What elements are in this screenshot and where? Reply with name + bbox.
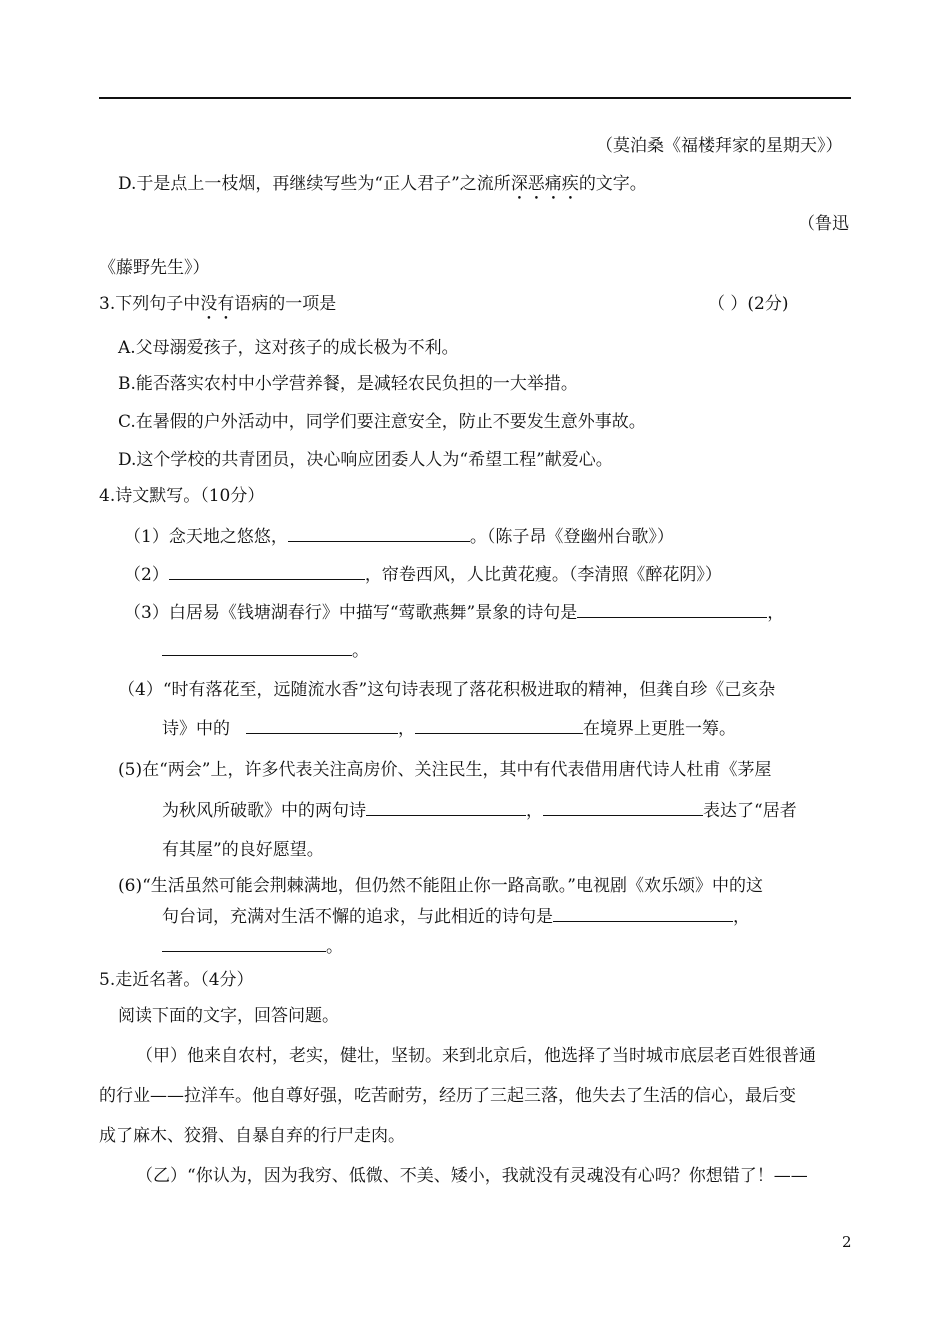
q4-item-1: （1）念天地之悠悠， 。（陈子昂《登幽州台歌》） bbox=[124, 524, 674, 549]
q4-item-6: (6)“生活虽然可能会荆棘满地，但仍然不能阻止你一路高歌。”电视剧《欢乐颂》中的这 bbox=[118, 876, 763, 896]
q4-title: 4.诗文默写。（10分） bbox=[99, 486, 265, 506]
q4-item-3-cont: 。 bbox=[162, 638, 369, 663]
source-luxun-part2: 《藤野先生》） bbox=[99, 258, 210, 278]
answer-blank[interactable] bbox=[288, 524, 470, 542]
page-number: 2 bbox=[842, 1233, 852, 1251]
q4-item-5-cont: 为秋风所破歌》中的两句诗 ， 表达了“居者 bbox=[162, 798, 797, 823]
q3-option-a: A.父母溺爱孩子，这对孩子的成长极为不利。 bbox=[118, 338, 459, 358]
q5-title: 5.走近名著。（4分） bbox=[99, 970, 254, 990]
answer-blank[interactable] bbox=[162, 638, 352, 656]
q5-passage-jia-line3: 成了麻木、狡猾、自暴自弃的行尸走肉。 bbox=[99, 1126, 405, 1146]
q3-option-c: C.在暑假的户外活动中，同学们要注意安全，防止不要发生意外事故。 bbox=[118, 412, 646, 432]
header-rule bbox=[99, 97, 851, 99]
q3-option-b: B.能否落实农村中小学营养餐，是减轻农民负担的一大举措。 bbox=[118, 374, 578, 394]
q5-passage-yi-line1: （乙）“你认为，因为我穷、低微、不美、矮小，我就没有灵魂没有心吗？你想错了！—— bbox=[136, 1166, 808, 1186]
answer-blank[interactable] bbox=[543, 798, 703, 816]
answer-blank[interactable] bbox=[169, 562, 365, 580]
q4-item-4-cont: 诗》中的 ， 在境界上更胜一筹。 bbox=[162, 716, 736, 741]
q4-item-6-cont: 句台词，充满对生活不懈的追求，与此相近的诗句是 ， bbox=[162, 904, 750, 929]
q5-passage-jia-line2: 的行业——拉洋车。他自尊好强，吃苦耐劳，经历了三起三落，他失去了生活的信心，最后变 bbox=[99, 1086, 796, 1106]
q4-item-4: （4）“时有落花至，远随流水香”这句诗表现了落花积极进取的精神，但龚自珍《己亥杂 bbox=[118, 680, 776, 700]
q5-intro: 阅读下面的文字，回答问题。 bbox=[118, 1006, 339, 1026]
q4-item-2: （2） ，帘卷西风，人比黄花瘦。（李清照《醉花阴》） bbox=[124, 562, 722, 587]
q3-option-d: D.这个学校的共青团员，决心响应团委人人为“希望工程”献爱心。 bbox=[118, 450, 613, 470]
answer-blank[interactable] bbox=[577, 600, 767, 618]
answer-blank[interactable] bbox=[366, 798, 526, 816]
q2-option-d: D.于是点上一枝烟，再继续写些为“正人君子”之流所深恶痛疾的文字。 bbox=[118, 174, 647, 194]
answer-blank[interactable] bbox=[415, 716, 583, 734]
answer-blank[interactable] bbox=[553, 904, 733, 922]
q3-stem: 3.下列句子中没有语病的一项是 bbox=[99, 294, 337, 314]
q4-item-6-end: 。 bbox=[162, 934, 343, 959]
emphasized-term: 没有 bbox=[200, 294, 235, 314]
q4-item-3: （3）白居易《钱塘湖春行》中描写“莺歌燕舞”景象的诗句是 ， bbox=[124, 600, 784, 625]
source-luxun-part1: （鲁迅 bbox=[798, 214, 849, 234]
emphasized-term: 深恶痛疾 bbox=[510, 174, 579, 194]
answer-blank[interactable] bbox=[246, 716, 398, 734]
q5-passage-jia-line1: （甲）他来自农村，老实，健壮，坚韧。来到北京后，他选择了当时城市底层老百姓很普通 bbox=[136, 1046, 816, 1066]
q4-item-5: (5)在“两会”上，许多代表关注高房价、关注民生，其中有代表借用唐代诗人杜甫《茅屋 bbox=[118, 760, 772, 780]
source-fuloubai: （莫泊桑《福楼拜家的星期天》） bbox=[596, 136, 843, 156]
q3-score: （ ）(2分) bbox=[708, 294, 789, 314]
q4-item-5-end: 有其屋”的良好愿望。 bbox=[162, 840, 324, 860]
answer-blank[interactable] bbox=[162, 934, 326, 952]
